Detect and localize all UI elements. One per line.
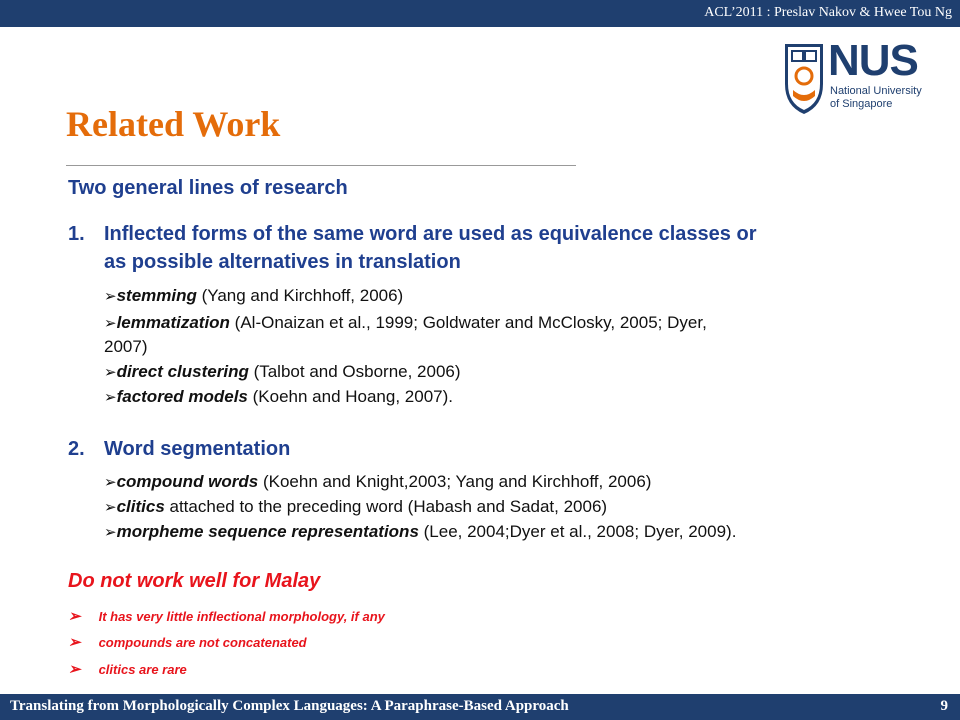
- nus-logo: [783, 36, 943, 116]
- malay-bullet-clitics: ➢ clitics are rare: [68, 661, 187, 678]
- bullet-lemmatization: ➢lemmatization (Al-Onaizan et al., 1999; Goldwater and McClosky, 2005; Dyer,: [104, 313, 707, 332]
- malay-bullet-inflection: ➢ It has very little inflectional morphology, if any: [68, 608, 385, 625]
- arrow-bullet-icon: ➢: [104, 315, 117, 332]
- nus-crest-icon: [783, 40, 825, 116]
- item2-line1: Word segmentation: [104, 438, 291, 460]
- arrow-bullet-icon: ➢: [68, 608, 81, 625]
- logo-line1: National University: [830, 85, 922, 97]
- arrow-bullet-icon: ➢: [104, 288, 117, 305]
- item1-number: 1.: [68, 223, 85, 245]
- top-bar: [0, 0, 960, 27]
- arrow-bullet-icon: ➢: [104, 524, 117, 541]
- bullet-clitics: ➢clitics attached to the preceding word (Habash and Sadat, 2006): [104, 497, 608, 516]
- arrow-bullet-icon: ➢: [104, 364, 117, 381]
- arrow-bullet-icon: ➢: [104, 389, 117, 406]
- page-number: 9: [940, 698, 948, 714]
- subtitle: Two general lines of research: [68, 177, 348, 199]
- arrow-bullet-icon: ➢: [104, 499, 117, 516]
- arrow-bullet-icon: ➢: [68, 661, 81, 678]
- bullet-stemming: ➢stemming (Yang and Kirchhoff, 2006): [104, 286, 404, 305]
- header-text: ACL’2011 : Preslav Nakov & Hwee Tou Ng: [704, 5, 952, 20]
- logo-subtitle: [830, 85, 922, 111]
- arrow-bullet-icon: ➢: [68, 634, 81, 651]
- bullet-compound-words: ➢compound words (Koehn and Knight,2003; Yang and Kirchhoff, 2006): [104, 472, 652, 491]
- bottom-bar: [0, 694, 960, 720]
- bullet-morpheme-sequence: ➢morpheme sequence representations (Lee, 2004;Dyer et al., 2008; Dyer, 2009).: [104, 522, 737, 541]
- bullet-factored-models: ➢factored models (Koehn and Hoang, 2007).: [104, 387, 453, 406]
- slide-title: Related Work: [66, 104, 281, 144]
- bullet-lemmatization-cont: 2007): [104, 337, 148, 356]
- arrow-bullet-icon: ➢: [104, 474, 117, 491]
- logo-wordmark: NUS: [828, 36, 918, 85]
- item1-line1: Inflected forms of the same word are used as equivalence classes or: [104, 223, 757, 245]
- logo-line2: of Singapore: [830, 98, 893, 110]
- malay-heading: Do not work well for Malay: [68, 570, 321, 592]
- item2-number: 2.: [68, 438, 85, 460]
- bullet-direct-clustering: ➢direct clustering (Talbot and Osborne, 2006): [104, 362, 461, 381]
- title-divider: [66, 165, 576, 166]
- footer-title: Translating from Morphologically Complex Languages: A Paraphrase-Based Approach: [10, 698, 569, 714]
- item1-line2: as possible alternatives in translation: [104, 251, 461, 273]
- malay-bullet-compounds: ➢ compounds are not concatenated: [68, 634, 307, 651]
